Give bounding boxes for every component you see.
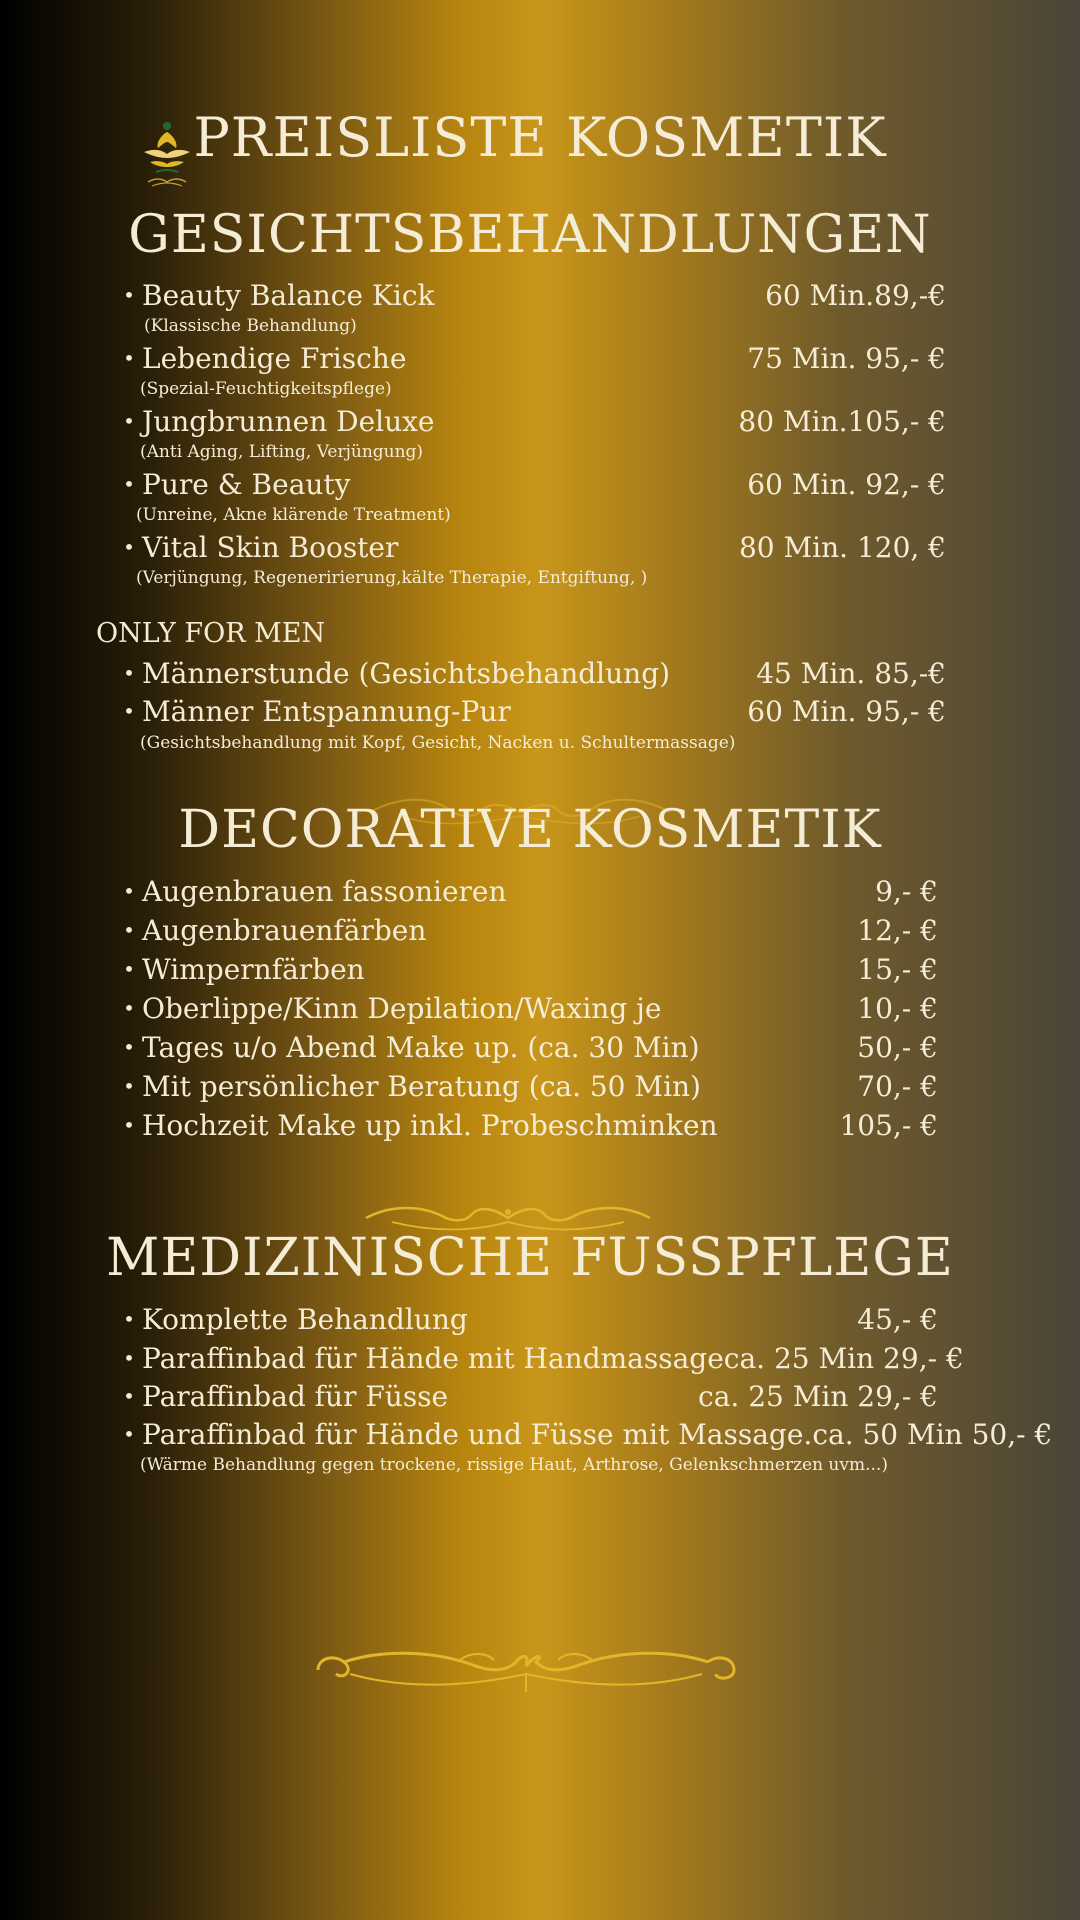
item-note: (Anti Aging, Lifting, Verjüngung) (140, 442, 424, 462)
list-item (116, 950, 938, 988)
bullet-icon: • (123, 996, 135, 1020)
item-name: Lebendige Frische (142, 341, 407, 375)
item-price: 10,- € (857, 991, 938, 1025)
list-item (116, 911, 938, 949)
item-price: 105,- € (839, 1108, 938, 1142)
item-price: 80 Min. 120, € (738, 530, 946, 564)
list-item (116, 339, 946, 377)
bullet-icon: • (123, 661, 135, 685)
item-name: Paraffinbad für Hände mit Handmassage (142, 1341, 724, 1375)
item-price: 80 Min.105,- € (738, 404, 946, 438)
bullet-icon: • (123, 283, 135, 307)
item-name: Augenbrauenfärben (142, 913, 427, 947)
item-name: Männer Entspannung-Pur (142, 694, 511, 728)
item-name: Hochzeit Make up inkl. Probeschminken (142, 1108, 718, 1142)
item-note: (Wärme Behandlung gegen trockene, rissige Haut, Arthrose, Gelenkschmerzen uvm...) (140, 1455, 888, 1475)
list-item (116, 1300, 938, 1338)
list-item (116, 465, 946, 503)
bullet-icon: • (123, 1035, 135, 1059)
item-price: 70,- € (857, 1069, 938, 1103)
bullet-icon: • (123, 1346, 135, 1370)
bullet-icon: • (123, 699, 135, 723)
item-note: (Spezial-Feuchtigkeitspflege) (140, 379, 392, 399)
list-item (116, 692, 946, 730)
bullet-icon: • (123, 1384, 135, 1408)
bullet-icon: • (123, 918, 135, 942)
item-price: ca. 25 Min 29,- € (723, 1341, 964, 1375)
flourish-ornament (310, 1640, 742, 1696)
bullet-icon: • (123, 346, 135, 370)
list-item (116, 1067, 938, 1105)
item-price: 45 Min. 85,-€ (756, 656, 946, 690)
bullet-icon: • (123, 1113, 135, 1137)
item-name: Tages u/o Abend Make up. (ca. 30 Min) (142, 1030, 700, 1064)
item-note: (Verjüngung, Regeneririerung,kälte Therapie, Entgiftung, ) (136, 568, 648, 588)
item-name: Wimpernfärben (142, 952, 365, 986)
list-item (116, 402, 946, 440)
item-name: Jungbrunnen Deluxe (142, 404, 435, 438)
bullet-icon: • (123, 472, 135, 496)
item-price: ca. 25 Min 29,- € (698, 1379, 938, 1413)
item-name: Männerstunde (Gesichtsbehandlung) (142, 656, 671, 690)
item-name: Paraffinbad für Füsse (142, 1379, 449, 1413)
item-name: Augenbrauen fassonieren (142, 874, 507, 908)
bullet-icon: • (123, 1307, 135, 1331)
list-item (116, 872, 938, 910)
item-name: Komplette Behandlung (142, 1302, 468, 1336)
item-price: 60 Min. 92,- € (747, 467, 946, 501)
item-price: 9,- € (875, 874, 938, 908)
list-item (116, 654, 946, 692)
item-name: Pure & Beauty (142, 467, 351, 501)
item-price: 50,- € (857, 1030, 938, 1064)
list-item (116, 528, 946, 566)
section-heading-foot: MEDIZINISCHE FUSSPFLEGE (106, 1228, 954, 1288)
page-title: PREISLISTE KOSMETIK (193, 106, 887, 169)
item-name: Vital Skin Booster (142, 530, 399, 564)
bullet-icon: • (123, 535, 135, 559)
list-item (116, 1377, 938, 1415)
list-item (116, 276, 946, 314)
bullet-icon: • (123, 409, 135, 433)
item-price: 12,- € (857, 913, 938, 947)
list-item (116, 1106, 938, 1144)
item-name: Oberlippe/Kinn Depilation/Waxing je (142, 991, 662, 1025)
section-heading-decorative: DECORATIVE KOSMETIK (178, 800, 882, 860)
item-price: 60 Min. 95,- € (747, 694, 946, 728)
item-note: (Unreine, Akne klärende Treatment) (136, 505, 451, 525)
list-item (116, 1339, 964, 1377)
item-name: Paraffinbad für Hände und Füsse mit Massage. (142, 1417, 813, 1451)
item-note: (Gesichtsbehandlung mit Kopf, Gesicht, Nacken u. Schultermassage) (140, 733, 736, 753)
section-heading-men: ONLY FOR MEN (96, 618, 326, 649)
item-price: ca. 50 Min 50,- € (812, 1417, 1053, 1451)
bullet-icon: • (123, 957, 135, 981)
list-item (116, 1028, 938, 1066)
bullet-icon: • (123, 879, 135, 903)
list-item (116, 989, 938, 1027)
item-price: 45,- € (857, 1302, 938, 1336)
item-price: 60 Min.89,-€ (765, 278, 946, 312)
bullet-icon: • (123, 1074, 135, 1098)
bullet-icon: • (123, 1422, 135, 1446)
item-name: Beauty Balance Kick (142, 278, 435, 312)
item-price: 75 Min. 95,- € (747, 341, 946, 375)
item-price: 15,- € (857, 952, 938, 986)
section-heading-face: GESICHTSBEHANDLUNGEN (128, 205, 932, 265)
item-note: (Klassische Behandlung) (144, 316, 357, 336)
item-name: Mit persönlicher Beratung (ca. 50 Min) (142, 1069, 701, 1103)
list-item (116, 1415, 1053, 1453)
